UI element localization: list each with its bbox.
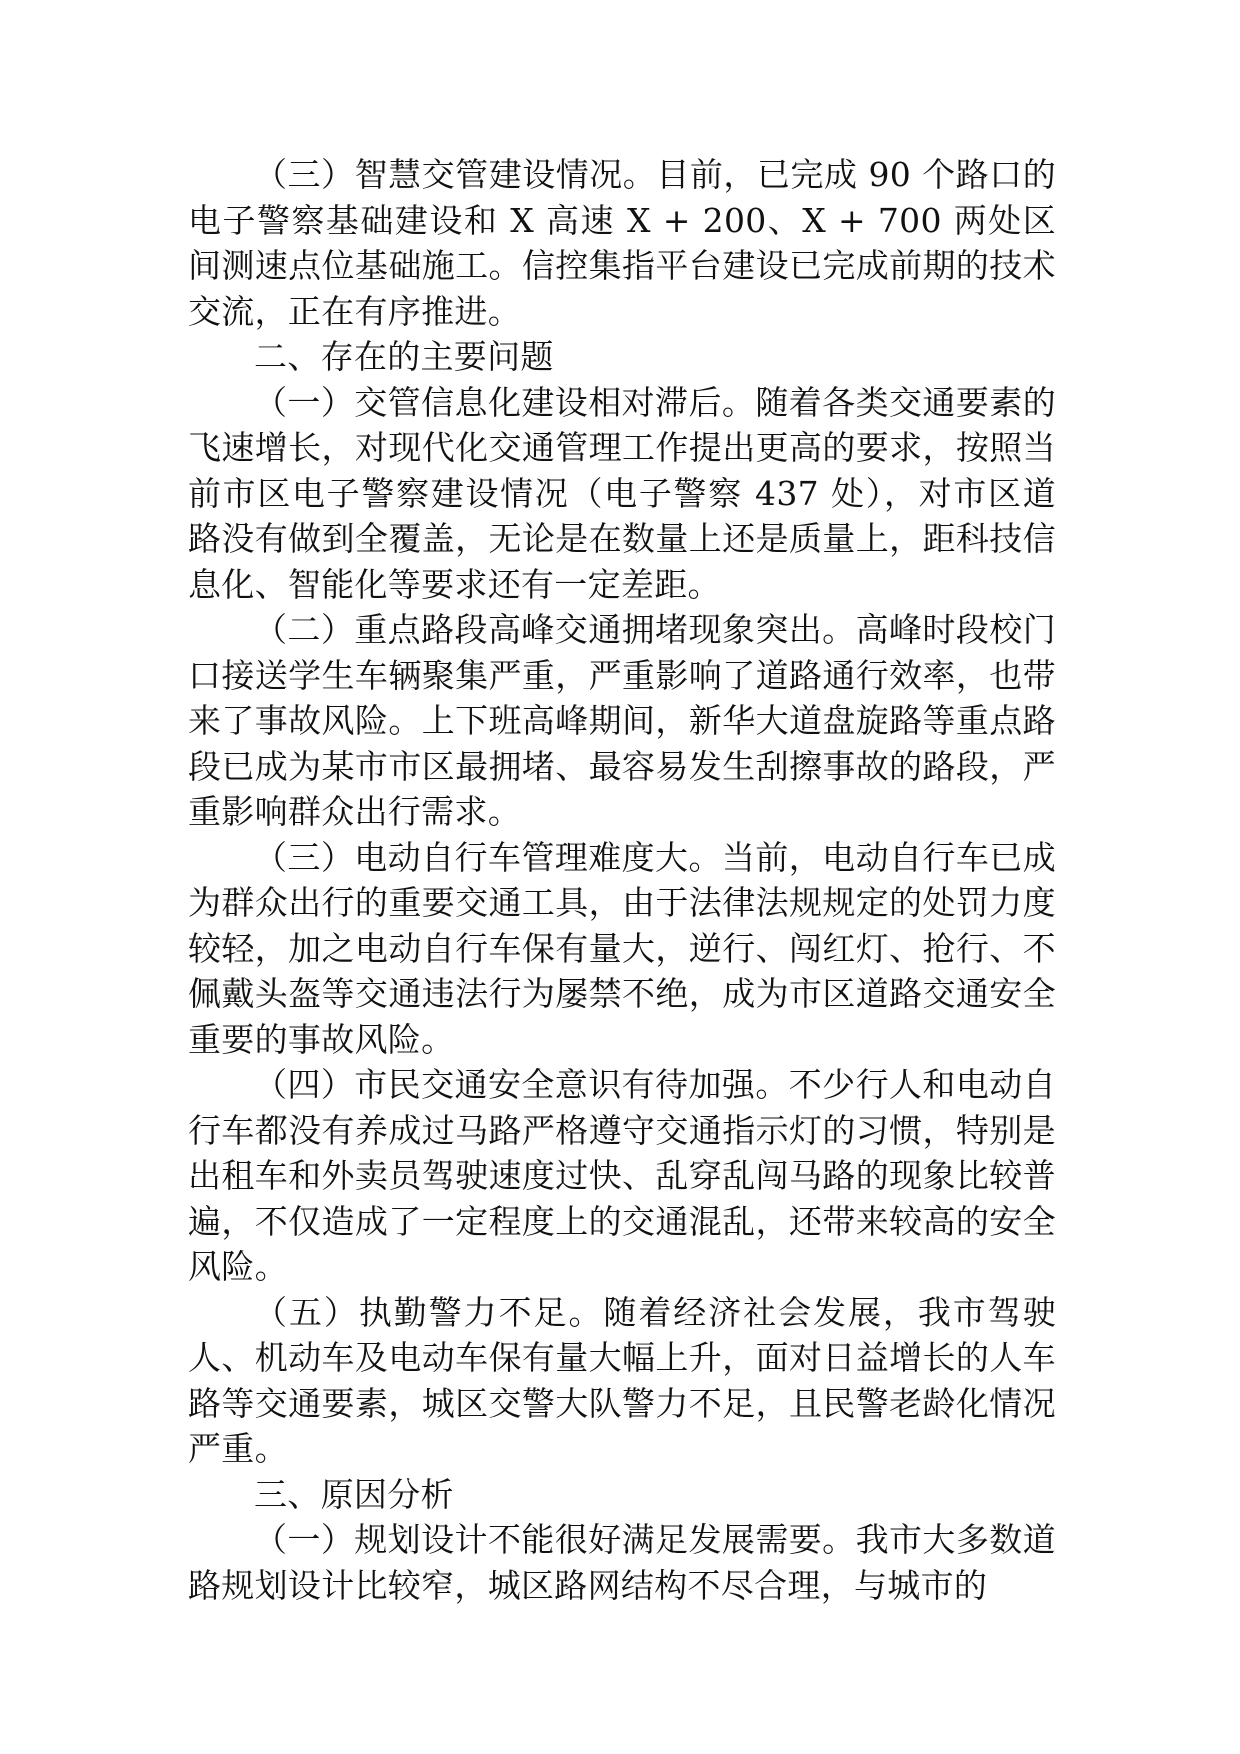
paragraph-planning-design: （一）规划设计不能很好满足发展需要。我市大多数道路规划设计比较窄，城区路网结构不尽合理，与城市的: [188, 1520, 1056, 1605]
document-body: [188, 152, 1056, 1608]
paragraph-police-shortage: （五）执勤警力不足。随着经济社会发展，我市驾驶人、机动车及电动车保有量大幅上升，面对日益增长的人车路等交通要素，城区交警大队警力不足，且民警老龄化情况严重。: [188, 1292, 1056, 1468]
heading-main-problems: 二、存在的主要问题: [254, 337, 554, 376]
paragraph-e-bike-management: （三）电动自行车管理难度大。当前，电动自行车已成为群众出行的重要交通工具，由于法律法规规定的处罚力度较轻，加之电动自行车保有量大，逆行、闯红灯、抢行、不佩戴头盔等交通违法行为屡禁不绝，成为市区道路交通安全重要的事故风险。: [188, 837, 1056, 1059]
paragraph-informatization-lag: （一）交管信息化建设相对滞后。随着各类交通要素的飞速增长，对现代化交通管理工作提出更高的要求，按照当前市区电子警察建设情况（电子警察 437 处），对市区道路没有做到全覆盖，无论是在数量上还是质量上，距科技信息化、智能化等要求还有一定差距。: [188, 382, 1056, 604]
paragraph-safety-awareness: （四）市民交通安全意识有待加强。不少行人和电动自行车都没有养成过马路严格遵守交通指示灯的习惯，特别是出租车和外卖员驾驶速度过快、乱穿乱闯马路的现象比较普遍，不仅造成了一定程度上的交通混乱，还带来较高的安全风险。: [188, 1065, 1056, 1286]
paragraph-smart-traffic-construction: （三）智慧交管建设情况。目前，已完成 90 个路口的电子警察基础建设和 X 高速 X + 200、X + 700 两处区间测速点位基础施工。信控集指平台建设已完成前期的技术交流，正在有序推进。: [188, 155, 1056, 331]
heading-cause-analysis: 三、原因分析: [254, 1474, 454, 1514]
paragraph-peak-congestion: （二）重点路段高峰交通拥堵现象突出。高峰时段校门口接送学生车辆聚集严重，严重影响了道路通行效率，也带来了事故风险。上下班高峰期间，新华大道盘旋路等重点路段已成为某市市区最拥堵、最容易发生刮擦事故的路段，严重影响群众出行需求。: [188, 610, 1056, 831]
